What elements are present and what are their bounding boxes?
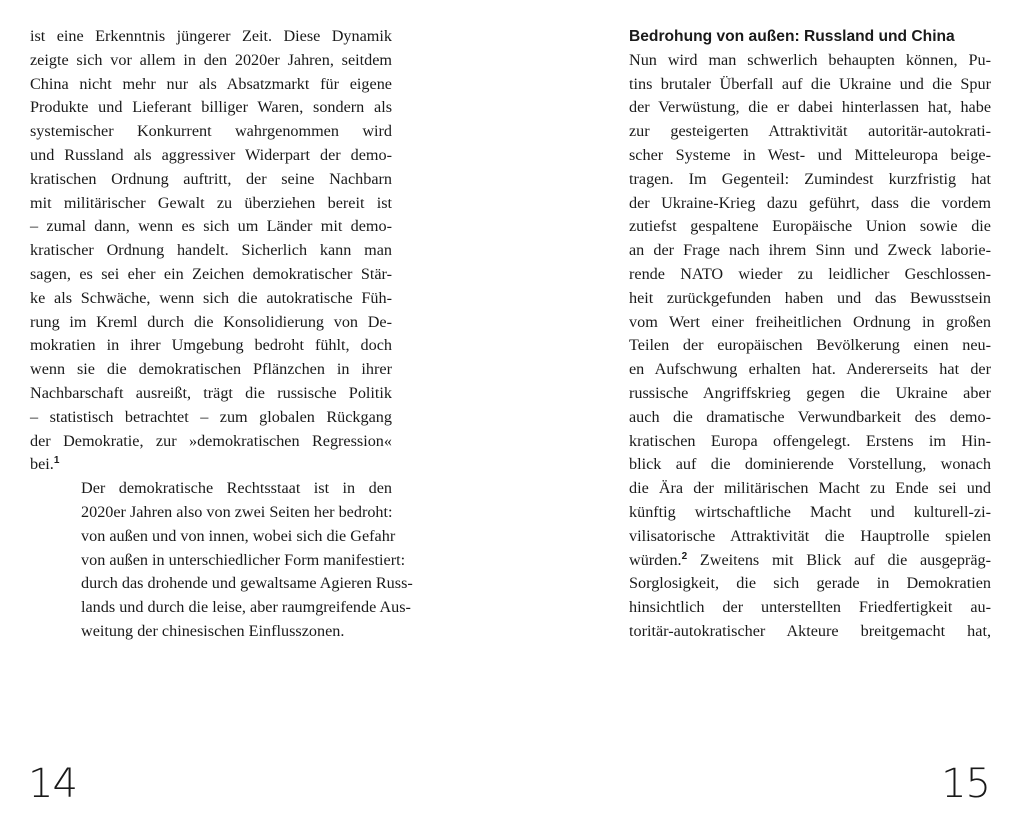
text-line: zutiefst gespaltene Europäische Union sowie die — [629, 217, 991, 236]
text-line: lands und durch die leise, aber raumgreifende Aus- — [81, 598, 411, 617]
text-line: mokratien in ihrer Umgebung bedroht fühlt, doch — [30, 336, 392, 355]
text-line: Teilen der europäischen Bevölkerung einen neu- — [629, 336, 991, 355]
text-line: vilisatorische Attraktivität die Hauptrolle spielen — [629, 526, 991, 545]
text-line: von außen in unterschiedlicher Form manifestiert: — [81, 550, 406, 569]
text-fragment: Zweitens mit Blick auf die ausgepräg- — [699, 550, 991, 569]
text-line: der Ukraine-Krieg dazu geführt, dass die vordem — [629, 193, 991, 212]
text-line: scher Systeme in West- und Mitteleuropa beige- — [629, 145, 991, 164]
text-line: Produkte und Lieferant billiger Waren, sondern als — [30, 98, 392, 117]
paragraph-2 — [30, 477, 413, 644]
text-line: – statistisch betrachtet – zum globalen Rückgang — [30, 407, 392, 426]
page-number: 15 — [941, 761, 990, 807]
text-line: Sorglosigkeit, die sich gerade in Demokratien — [629, 574, 991, 593]
page-number: 14 — [28, 761, 77, 807]
text-line: China nicht mehr nur als Absatzmarkt für eigene — [30, 74, 392, 93]
footnote-marker[interactable]: 1 — [53, 455, 60, 467]
text-line: die Ära der militärischen Macht zu Ende sei und — [629, 479, 991, 498]
text-line-with-footnote — [629, 549, 991, 573]
text-line: kratischer Ordnung handelt. Sicherlich kann man — [30, 241, 392, 260]
paragraph-3 — [629, 49, 991, 644]
text-line: von außen und von innen, wobei sich die Gefahr — [81, 526, 396, 545]
text-line: künftig wirtschaftliche Macht und kulturell-zi- — [629, 502, 991, 521]
text-line: en Aufschwung erhalten hat. Andererseits hat der — [629, 360, 991, 379]
section-heading: Bedrohung von außen: Russland und China — [629, 28, 955, 45]
text-line: vom Wert einer freiheitlichen Ordnung in großen — [629, 312, 991, 331]
text-fragment: würden. — [629, 550, 682, 569]
text-line: rung im Kreml durch die Konsolidierung von De- — [30, 312, 392, 331]
text-line: rende NATO wieder zu leidlicher Geschlossen- — [629, 264, 991, 283]
text-line: Der demokratische Rechtsstaat ist in den — [81, 479, 392, 498]
text-line: wenn sie die demokratischen Pflänzchen in ihrer — [30, 360, 392, 379]
left-text-column — [30, 25, 413, 644]
text-line: systemischer Konkurrent wahrgenommen wird — [30, 122, 392, 141]
text-line: kratischen Ordnung auftritt, der seine Nachbarn — [30, 169, 392, 188]
text-line: heit zurückgefunden haben und das Bewusstsein — [629, 288, 991, 307]
text-line: blick auf die dominierende Vorstellung, wonach — [629, 455, 991, 474]
text-line: zeigte sich vor allem in den 2020er Jahren, seitdem — [30, 50, 392, 69]
text-line: ke als Schwäche, wenn sich die autokratische Füh- — [30, 288, 392, 307]
text-line: und Russland als aggressiver Widerpart der demo- — [30, 145, 392, 164]
text-line: an der Frage nach ihrem Sinn und Zweck laborie- — [629, 241, 991, 260]
text-line: – zumal dann, wenn es sich um Länder mit demo- — [30, 217, 392, 236]
right-page — [510, 0, 1020, 829]
text-line: Nun wird man schwerlich behaupten können, Pu- — [629, 50, 991, 69]
text-line: mit militärischer Gewalt zu überziehen bereit ist — [30, 193, 392, 212]
text-line: auch die dramatische Verwundbarkeit des demo- — [629, 407, 991, 426]
right-text-column — [629, 25, 991, 644]
text-line: durch das drohende und gewaltsame Agieren Russ- — [81, 574, 413, 593]
text-fragment: bei. — [30, 455, 54, 474]
text-line: zur gesteigerten Attraktivität autoritär-autokrati- — [629, 122, 991, 141]
text-line: russische Angriffskrieg gegen die Ukraine aber — [629, 383, 991, 402]
paragraph-1 — [30, 25, 392, 477]
text-line: 2020er Jahren also von zwei Seiten her bedroht: — [81, 502, 393, 521]
text-line: weitung der chinesischen Einflusszonen. — [81, 621, 345, 640]
text-line: der Demokratie, zur »demokratischen Regression« — [30, 431, 392, 450]
text-line: kratischen Europa offengelegt. Erstens im Hin- — [629, 431, 991, 450]
text-line: hinsichtlich der unterstellten Friedfertigkeit au- — [629, 598, 991, 617]
text-line: tragen. Im Gegenteil: Zumindest kurzfristig hat — [629, 169, 991, 188]
text-line: der Verwüstung, die er dabei hinterlassen hat, habe — [629, 98, 991, 117]
footnote-marker[interactable]: 2 — [681, 550, 688, 562]
text-line: ist eine Erkenntnis jüngerer Zeit. Diese Dynamik — [30, 27, 392, 45]
text-line: toritär-autokratischer Akteure breitgemacht hat, — [629, 621, 991, 640]
text-line: sagen, es sei eher ein Zeichen demokratischer Stär- — [30, 264, 392, 283]
text-line: Nachbarschaft ausreißt, trägt die russische Politik — [30, 383, 392, 402]
text-line: tins brutaler Überfall auf die Ukraine und die Spur — [629, 74, 991, 93]
text-line-with-footnote — [30, 453, 392, 477]
